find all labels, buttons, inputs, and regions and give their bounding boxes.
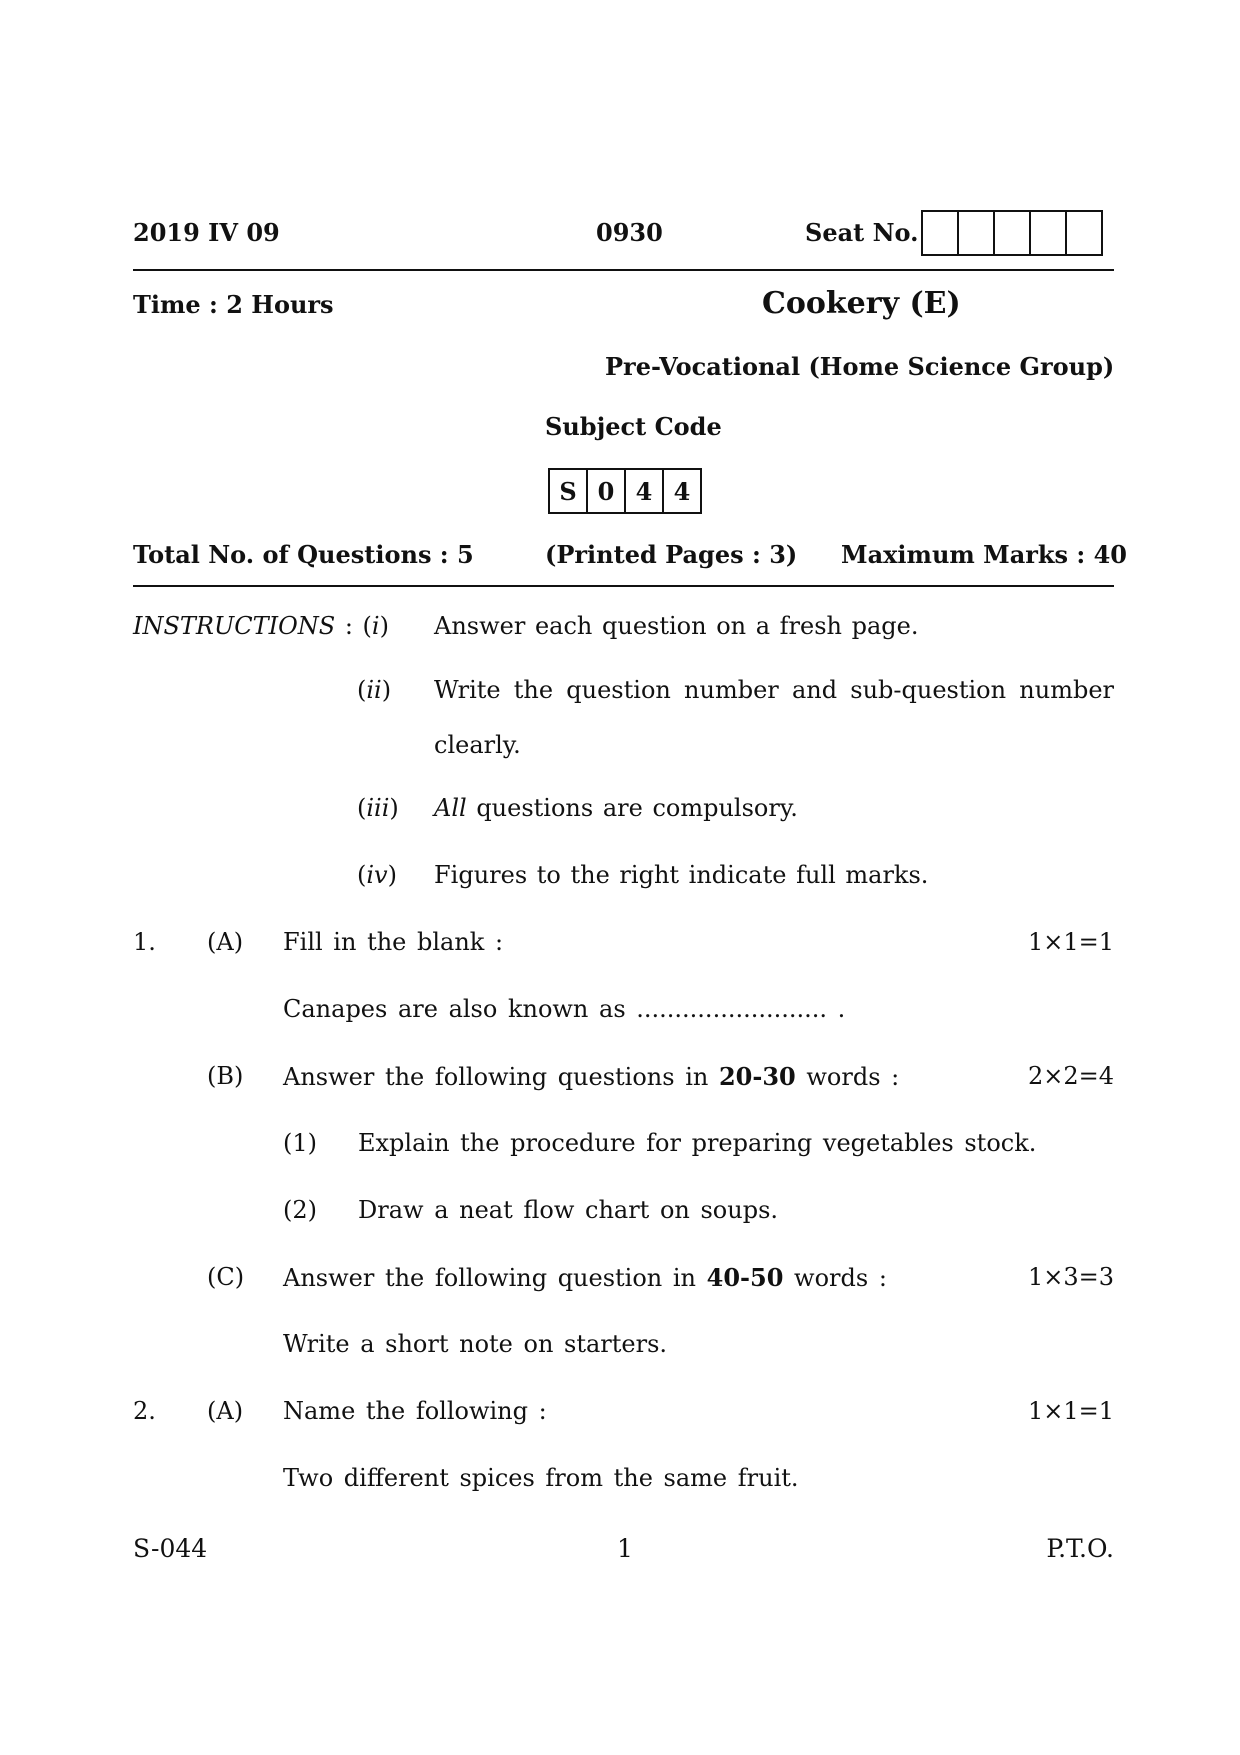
total-questions: Total No. of Questions : 5 (133, 540, 474, 569)
instruction-number: i (371, 612, 380, 640)
exam-time: Time : 2 Hours (133, 290, 334, 319)
instruction-number: ii (366, 676, 382, 704)
instruction-marker: (iii) (357, 794, 399, 822)
instruction-emphasis: All (434, 794, 467, 822)
sub-question-label: (A) (207, 1397, 244, 1425)
please-turn-over: P.T.O. (1046, 1534, 1114, 1563)
seat-number-boxes[interactable] (921, 210, 1103, 256)
instruction-text: Write the question number and sub-question number (434, 676, 1114, 704)
sub-question-text-end: words : (783, 1264, 887, 1292)
item-text: Write a short note on starters. (283, 1330, 668, 1358)
word-limit: 40-50 (706, 1263, 784, 1292)
instruction-text (434, 794, 798, 822)
instruction-text-rest: questions are compulsory. (466, 794, 798, 822)
word-limit: 20-30 (718, 1062, 796, 1091)
instructions-heading: INSTRUCTIONS : (i) (133, 612, 389, 640)
item-number: (1) (283, 1129, 317, 1157)
seat-box[interactable] (1029, 210, 1067, 256)
page-number: 1 (617, 1534, 633, 1563)
instruction-marker: (iv) (357, 861, 397, 889)
exam-code: 2019 IV 09 (133, 218, 280, 247)
sub-question-label: (C) (207, 1263, 245, 1291)
paper-code: 0930 (596, 218, 663, 247)
sub-question-text: Fill in the blank : (283, 928, 504, 956)
sub-question-text-end: words : (795, 1063, 900, 1091)
subject-title: Cookery (E) (762, 286, 961, 321)
instruction-number: iii (366, 794, 390, 822)
instruction-text-continued: clearly. (434, 731, 521, 759)
printed-pages: (Printed Pages : 3) (545, 540, 798, 569)
seat-box[interactable] (957, 210, 995, 256)
subject-code-char: 4 (662, 468, 702, 514)
instructions-label: INSTRUCTIONS (133, 612, 336, 640)
subject-code-label: Subject Code (545, 412, 722, 441)
question-number: 1. (133, 928, 156, 956)
seat-box[interactable] (1065, 210, 1103, 256)
subject-code-char: 0 (586, 468, 626, 514)
question-marks: 2×2=4 (1027, 1062, 1114, 1090)
sub-question-label: (A) (207, 928, 244, 956)
question-marks: 1×1=1 (1027, 928, 1114, 956)
question-marks: 1×3=3 (1027, 1263, 1114, 1291)
item-text: Explain the procedure for preparing vegetables stock. (358, 1129, 1037, 1157)
instructions-divider (133, 585, 1114, 587)
seat-box[interactable] (993, 210, 1031, 256)
seat-box[interactable] (921, 210, 959, 256)
sub-question-text (283, 1062, 899, 1091)
item-text: Two different spices from the same fruit. (283, 1464, 799, 1492)
instruction-marker: (ii) (357, 676, 392, 704)
sub-question-text-start: Answer the following questions in (283, 1063, 719, 1091)
header-divider (133, 269, 1114, 271)
instruction-text: Figures to the right indicate full marks. (434, 861, 929, 889)
item-number: (2) (283, 1196, 317, 1224)
instruction-text: Answer each question on a fresh page. (434, 612, 919, 640)
stream-title: Pre-Vocational (Home Science Group) (605, 352, 1115, 381)
maximum-marks: Maximum Marks : 40 (841, 540, 1128, 569)
fill-in-blank-text: Canapes are also known as ......................... . (283, 995, 846, 1023)
question-marks: 1×1=1 (1027, 1397, 1114, 1425)
subject-code-char: 4 (624, 468, 664, 514)
sub-question-text-start: Answer the following question in (283, 1264, 707, 1292)
sub-question-text: Name the following : (283, 1397, 547, 1425)
sub-question-text (283, 1263, 887, 1292)
sub-question-label: (B) (207, 1062, 244, 1090)
footer-paper-code: S-044 (133, 1534, 208, 1563)
instruction-number: iv (366, 861, 388, 889)
question-number: 2. (133, 1397, 156, 1425)
item-text: Draw a neat flow chart on soups. (358, 1196, 779, 1224)
subject-code-char: S (548, 468, 588, 514)
subject-code-boxes (548, 468, 702, 514)
seat-number-label: Seat No. (805, 218, 919, 247)
